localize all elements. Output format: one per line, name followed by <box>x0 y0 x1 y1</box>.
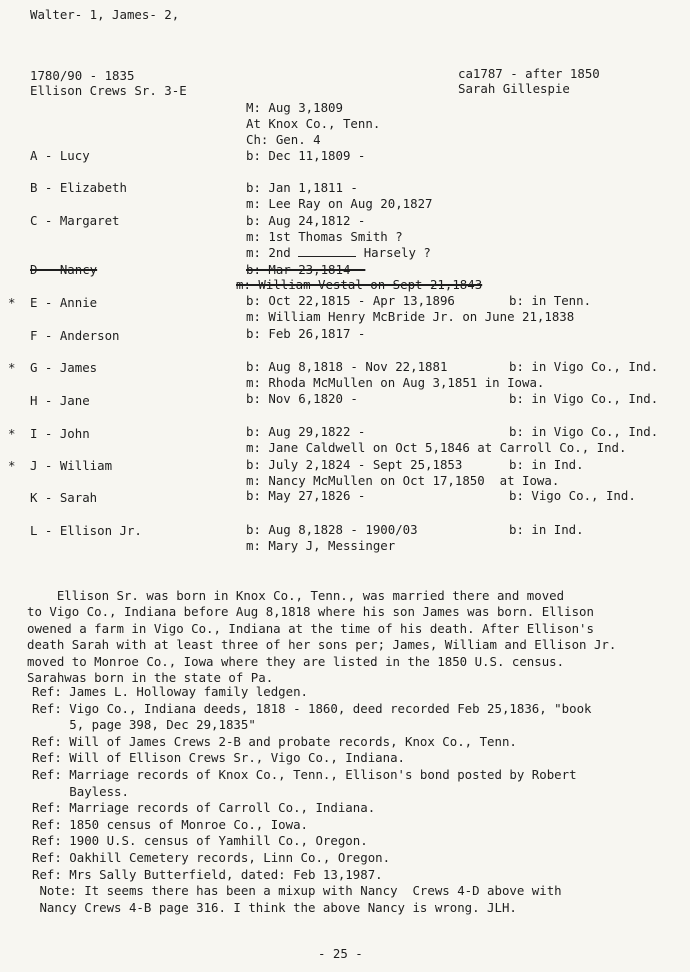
header-line: Walter- 1, James- 2, <box>30 7 180 22</box>
child-birth: b: Oct 22,1815 - Apr 13,1896 <box>246 293 455 308</box>
child-birth: b: Aug 8,1828 - 1900/03 <box>246 522 418 537</box>
mother-dates: ca1787 - after 1850 <box>458 66 600 81</box>
reference-line: Ref: Will of Ellison Crews Sr., Vigo Co., Indiana. <box>32 750 405 766</box>
child-label: H - Jane <box>30 393 90 408</box>
child-marriage: m: William Vestal on Sept 21,1843 <box>236 277 483 292</box>
asterisk-marker: * <box>8 426 16 441</box>
child-marriage-2nd <box>246 245 431 260</box>
note-line: Note: It seems there has been a mixup with Nancy Crews 4-D above with <box>32 883 562 899</box>
child-birth: b: Jan 1,1811 - <box>246 180 358 195</box>
reference-line: Ref: Will of James Crews 2-B and probate records, Knox Co., Tenn. <box>32 733 517 749</box>
child-label: C - Margaret <box>30 213 120 228</box>
child-marriage: m: Lee Ray on Aug 20,1827 <box>246 196 433 211</box>
child-marriage: m: 1st Thomas Smith ? <box>246 229 403 244</box>
child-birth: b: Aug 24,1812 - <box>246 213 366 228</box>
marriage-2nd-label: m: 2nd <box>246 245 291 260</box>
child-label: L - Ellison Jr. <box>30 523 142 538</box>
child-birth: b: Nov 6,1820 - <box>246 391 358 406</box>
narrative-line: Ellison Sr. was born in Knox Co., Tenn., was married there and moved <box>27 587 565 603</box>
asterisk-marker: * <box>8 360 16 375</box>
child-label: E - Annie <box>30 295 98 310</box>
reference-line: Ref: Marriage records of Carroll Co., Indiana. <box>32 800 376 816</box>
child-marriage: m: William Henry McBride Jr. on June 21,1838 <box>246 309 575 324</box>
narrative-line: to Vigo Co., Indiana before Aug 8,1818 where his son James was born. Ellison <box>27 604 594 619</box>
child-birth: b: Feb 26,1817 - <box>246 326 366 341</box>
child-marriage: m: Rhoda McMullen on Aug 3,1851 in Iowa. <box>246 375 545 390</box>
child-birth: b: July 2,1824 - Sept 25,1853 <box>246 457 463 472</box>
reference-line: 5, page 398, Dec 29,1835" <box>32 717 256 733</box>
narrative-line: death Sarah with at least three of her sons per; James, William and Ellison Jr. <box>27 637 617 652</box>
marriage-children: Ch: Gen. 4 <box>246 132 321 147</box>
narrative-line: moved to Monroe Co., Iowa where they are listed in the 1850 U.S. census. <box>27 653 565 669</box>
child-birthplace: b: in Vigo Co., Ind. <box>509 424 659 439</box>
asterisk-marker: * <box>8 458 16 473</box>
note-line: Nancy Crews 4-B page 316. I think the above Nancy is wrong. JLH. <box>32 899 517 915</box>
child-birthplace: b: in Vigo Co., Ind. <box>509 359 659 374</box>
child-label: G - James <box>30 360 98 375</box>
reference-line: Ref: 1900 U.S. census of Yamhill Co., Oregon. <box>32 833 368 849</box>
child-marriage: m: Mary J, Messinger <box>246 538 396 553</box>
references-list <box>32 684 682 916</box>
reference-line: Ref: 1850 census of Monroe Co., Iowa. <box>32 816 309 832</box>
blank-line <box>298 246 356 257</box>
narrative-line: Sarahwas born in the state of Pa. <box>27 670 274 685</box>
reference-line: Ref: James L. Holloway family ledgen. <box>32 684 309 699</box>
mother-name: Sarah Gillespie <box>458 81 570 96</box>
child-label: B - Elizabeth <box>30 180 127 195</box>
child-marriage: m: Jane Caldwell on Oct 5,1846 at Carroll Co., Ind. <box>246 440 627 455</box>
child-birthplace: b: Vigo Co., Ind. <box>509 488 636 503</box>
child-label: J - William <box>30 458 113 473</box>
narrative-line: owened a farm in Vigo Co., Indiana at the time of his death. After Ellison's <box>27 620 594 636</box>
child-marriage: m: Nancy McMullen on Oct 17,1850 at Iowa. <box>246 473 560 488</box>
child-label: K - Sarah <box>30 490 98 505</box>
child-birth: b: Aug 8,1818 - Nov 22,1881 <box>246 359 448 374</box>
marriage-2nd-surname: Harsely ? <box>363 245 431 260</box>
child-birth: b: Dec 11,1809 - <box>246 148 366 163</box>
child-label: D - Nancy <box>30 262 98 277</box>
reference-line: Ref: Vigo Co., Indiana deeds, 1818 - 1860, deed recorded Feb 25,1836, "book <box>32 700 592 716</box>
reference-line: Bayless. <box>32 783 129 799</box>
marriage-date: M: Aug 3,1809 <box>246 100 343 115</box>
reference-line: Ref: Marriage records of Knox Co., Tenn., Ellison's bond posted by Robert <box>32 766 577 782</box>
child-birthplace: b: in Ind. <box>509 522 584 537</box>
page-number: - 25 - <box>318 946 363 961</box>
child-label: A - Lucy <box>30 148 90 163</box>
reference-line: Ref: Oakhill Cemetery records, Linn Co., Oregon. <box>32 849 391 865</box>
asterisk-marker: * <box>8 295 16 310</box>
child-label: F - Anderson <box>30 328 120 343</box>
father-dates: 1780/90 - 1835 <box>30 68 135 83</box>
father-name: Ellison Crews Sr. 3-E <box>30 83 187 98</box>
marriage-place: At Knox Co., Tenn. <box>246 116 381 131</box>
child-birthplace: b: in Ind. <box>509 457 584 472</box>
child-label: I - John <box>30 426 90 441</box>
child-birth: b: Mar 23,1814 - <box>246 262 366 277</box>
reference-line: Ref: Mrs Sally Butterfield, dated: Feb 13,1987. <box>32 866 383 882</box>
child-birthplace: b: in Vigo Co., Ind. <box>509 391 659 406</box>
child-birth: b: May 27,1826 - <box>246 488 366 503</box>
child-birthplace: b: in Tenn. <box>509 293 592 308</box>
child-birth: b: Aug 29,1822 - <box>246 424 366 439</box>
